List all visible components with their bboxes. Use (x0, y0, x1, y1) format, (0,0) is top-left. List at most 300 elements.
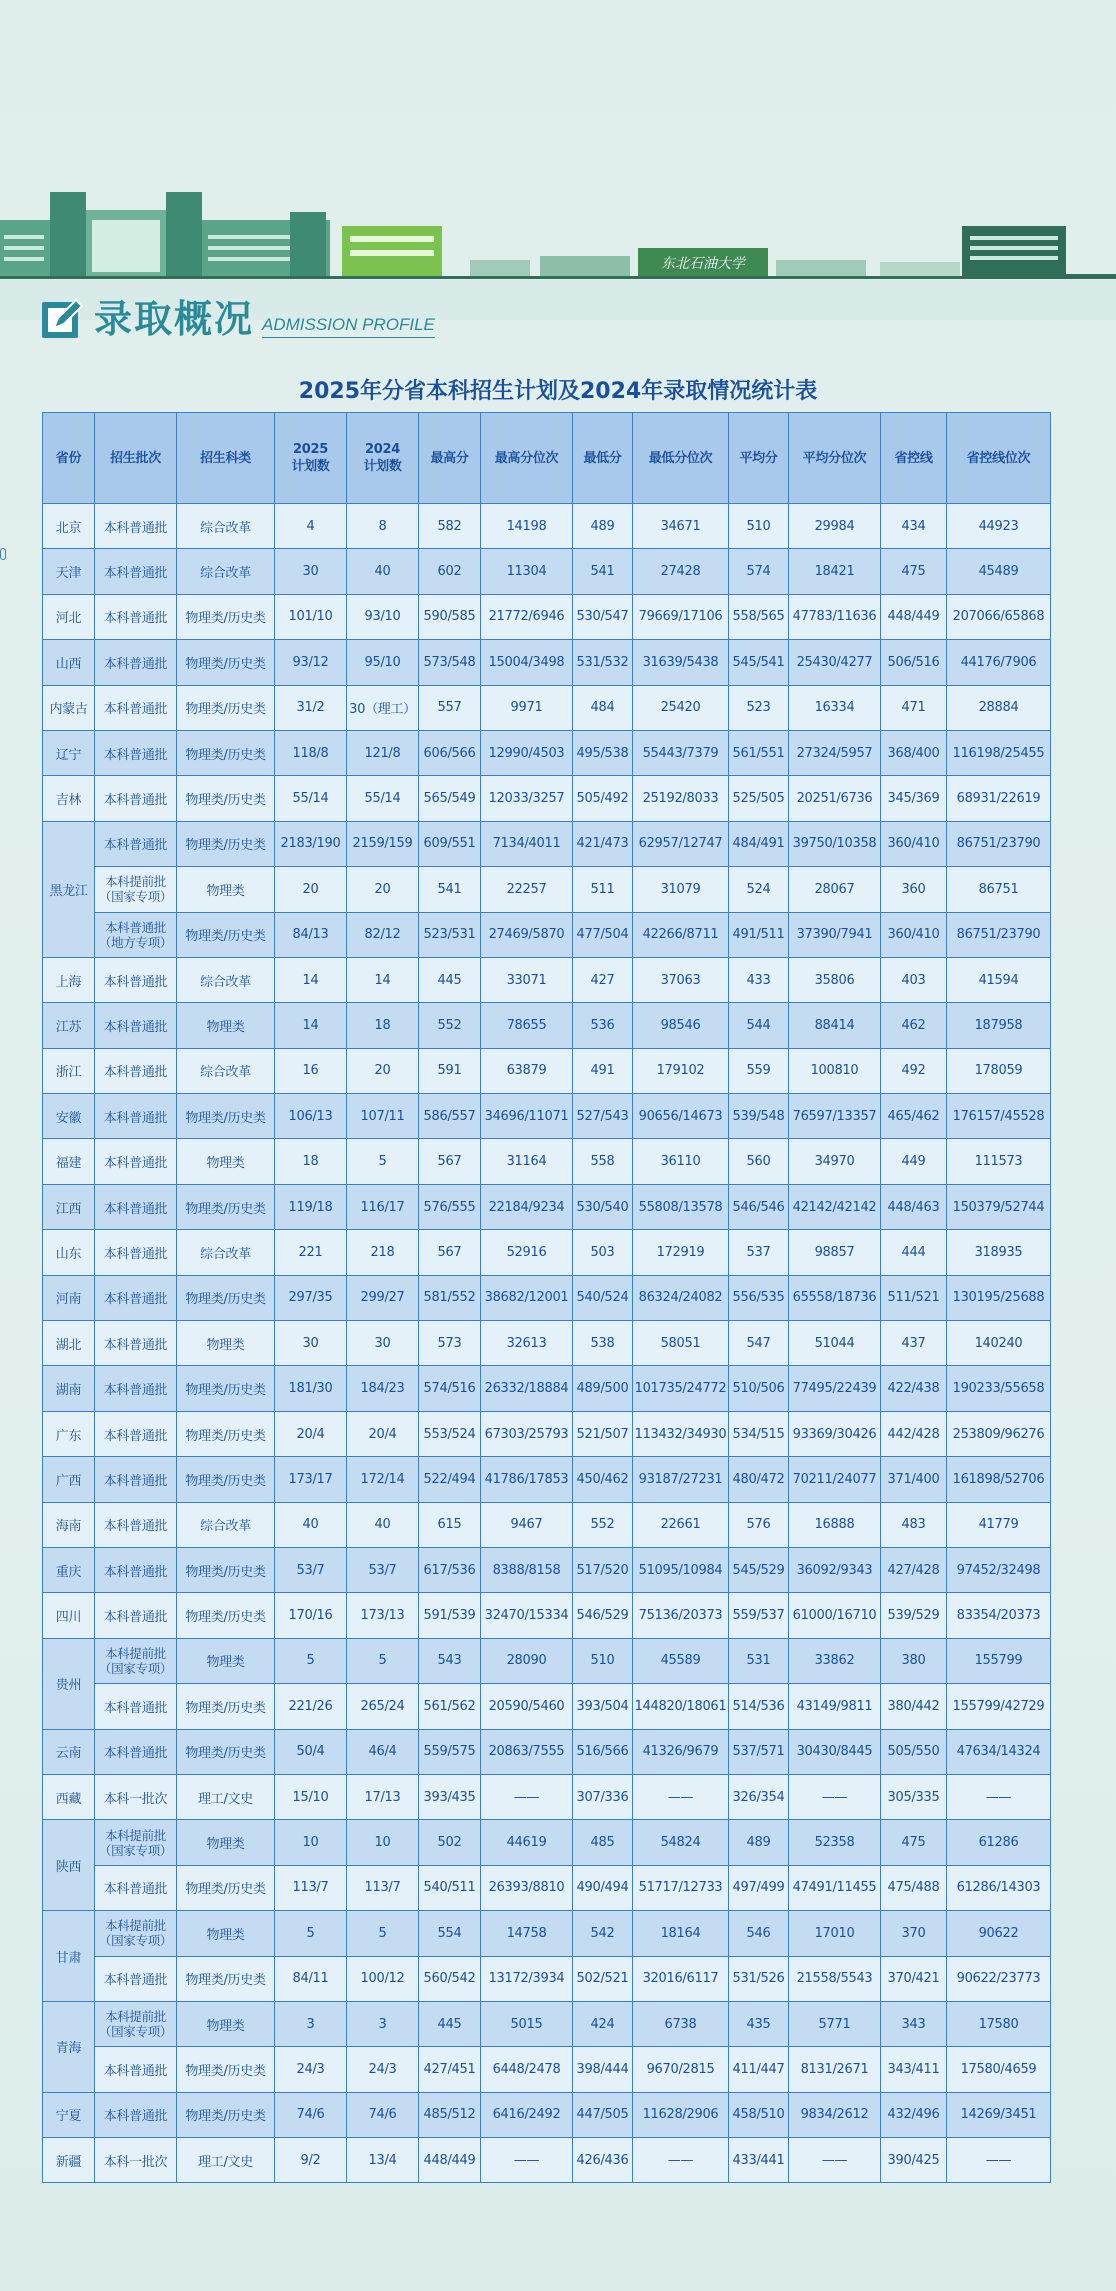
batch-cell: 本科提前批 （国家专项） (95, 1638, 177, 1683)
avg-rank-cell: 76597/13357 (789, 1094, 881, 1139)
min-rank-cell: 41326/9679 (633, 1729, 729, 1774)
province-cell: 黑龙江 (43, 821, 95, 957)
max-cell: 591 (419, 1048, 481, 1093)
table-row (43, 1729, 1051, 1774)
plan2025-cell: 170/16 (275, 1593, 347, 1638)
col-header: 招生批次 (95, 413, 177, 504)
plan2024-cell: 17/13 (347, 1774, 419, 1819)
avg-cell: 491/511 (729, 912, 789, 957)
batch-cell: 本科普通批 (95, 1366, 177, 1411)
min-cell: 527/543 (573, 1094, 633, 1139)
category-cell: 综合改革 (177, 957, 275, 1002)
max-cell: 557 (419, 685, 481, 730)
table-row (43, 504, 1051, 549)
batch-cell: 本科提前批 （国家专项） (95, 2001, 177, 2046)
col-header: 2025 计划数 (275, 413, 347, 504)
plan2025-cell: 181/30 (275, 1366, 347, 1411)
max-rank-cell: 20863/7555 (481, 1729, 573, 1774)
line-cell: 511/521 (881, 1275, 947, 1320)
min-cell: 552 (573, 1502, 633, 1547)
table-row (43, 1457, 1051, 1502)
max-rank-cell: 38682/12001 (481, 1275, 573, 1320)
min-cell: 426/436 (573, 2138, 633, 2183)
min-cell: 424 (573, 2001, 633, 2046)
min-rank-cell: 55808/13578 (633, 1184, 729, 1229)
max-rank-cell: —— (481, 1774, 573, 1819)
avg-cell: 547 (729, 1321, 789, 1366)
max-cell: 541 (419, 867, 481, 912)
table-row (43, 1547, 1051, 1592)
line-cell: 305/335 (881, 1774, 947, 1819)
line-rank-cell: 68931/22619 (947, 776, 1051, 821)
max-rank-cell: 67303/25793 (481, 1411, 573, 1456)
avg-rank-cell: 88414 (789, 1003, 881, 1048)
avg-cell: 489 (729, 1820, 789, 1865)
line-rank-cell: 61286 (947, 1820, 1051, 1865)
plan2024-cell: 5 (347, 1638, 419, 1683)
batch-cell: 本科普通批 (95, 1684, 177, 1729)
table-row (43, 1774, 1051, 1819)
category-cell: 理工/文史 (177, 2138, 275, 2183)
avg-rank-cell: 70211/24077 (789, 1457, 881, 1502)
avg-rank-cell: 47783/11636 (789, 594, 881, 639)
min-cell: 542 (573, 1911, 633, 1956)
min-rank-cell: 6738 (633, 2001, 729, 2046)
min-cell: 510 (573, 1638, 633, 1683)
avg-rank-cell: 37390/7941 (789, 912, 881, 957)
batch-cell: 本科提前批 （国家专项） (95, 1911, 177, 1956)
avg-cell: 510/506 (729, 1366, 789, 1411)
plan2025-cell: 5 (275, 1911, 347, 1956)
min-rank-cell: —— (633, 1774, 729, 1819)
avg-rank-cell: 28067 (789, 867, 881, 912)
min-rank-cell: 45589 (633, 1638, 729, 1683)
max-cell: 393/435 (419, 1774, 481, 1819)
batch-cell: 本科普通批 (95, 1547, 177, 1592)
category-cell: 物理类/历史类 (177, 730, 275, 775)
line-rank-cell: 97452/32498 (947, 1547, 1051, 1592)
page-edge-mark (0, 548, 6, 560)
table-row (43, 1593, 1051, 1638)
avg-cell: 534/515 (729, 1411, 789, 1456)
plan2025-cell: 5 (275, 1638, 347, 1683)
min-cell: 427 (573, 957, 633, 1002)
avg-cell: 510 (729, 504, 789, 549)
province-cell: 贵州 (43, 1638, 95, 1729)
plan2024-cell: 82/12 (347, 912, 419, 957)
max-rank-cell: 27469/5870 (481, 912, 573, 957)
category-cell: 物理类 (177, 1638, 275, 1683)
batch-cell: 本科普通批 (95, 1048, 177, 1093)
max-cell: 553/524 (419, 1411, 481, 1456)
avg-rank-cell: 65558/18736 (789, 1275, 881, 1320)
table-row (43, 1502, 1051, 1547)
avg-cell: 525/505 (729, 776, 789, 821)
max-rank-cell: 12033/3257 (481, 776, 573, 821)
line-rank-cell: 150379/52744 (947, 1184, 1051, 1229)
plan2025-cell: 221 (275, 1230, 347, 1275)
batch-cell: 本科普通批 (95, 504, 177, 549)
batch-cell: 本科普通批 (95, 1139, 177, 1184)
province-cell: 云南 (43, 1729, 95, 1774)
max-cell: 609/551 (419, 821, 481, 866)
province-cell: 青海 (43, 2001, 95, 2092)
col-header: 最低分位次 (633, 413, 729, 504)
max-rank-cell: 11304 (481, 549, 573, 594)
min-cell: 516/566 (573, 1729, 633, 1774)
plan2025-cell: 50/4 (275, 1729, 347, 1774)
table-row (43, 957, 1051, 1002)
max-rank-cell: 14198 (481, 504, 573, 549)
line-rank-cell: 190233/55658 (947, 1366, 1051, 1411)
province-cell: 广东 (43, 1411, 95, 1456)
avg-rank-cell: 17010 (789, 1911, 881, 1956)
avg-rank-cell: 9834/2612 (789, 2092, 881, 2137)
max-rank-cell: 34696/11071 (481, 1094, 573, 1139)
line-rank-cell: 130195/25688 (947, 1275, 1051, 1320)
table-title: 2025年分省本科招生计划及2024年录取情况统计表 (298, 379, 818, 404)
table-row (43, 1230, 1051, 1275)
line-cell: 492 (881, 1048, 947, 1093)
table-row (43, 1411, 1051, 1456)
line-rank-cell: 86751 (947, 867, 1051, 912)
province-cell: 甘肃 (43, 1911, 95, 2002)
col-header: 招生科类 (177, 413, 275, 504)
category-cell: 综合改革 (177, 504, 275, 549)
avg-rank-cell: 21558/5543 (789, 1956, 881, 2001)
min-rank-cell: 36110 (633, 1139, 729, 1184)
table-row (43, 1366, 1051, 1411)
category-cell: 物理类/历史类 (177, 1457, 275, 1502)
avg-cell: 559/537 (729, 1593, 789, 1638)
avg-cell: 544 (729, 1003, 789, 1048)
plan2024-cell: 265/24 (347, 1684, 419, 1729)
batch-cell: 本科普通批 (95, 821, 177, 866)
line-rank-cell: 155799 (947, 1638, 1051, 1683)
max-rank-cell: 44619 (481, 1820, 573, 1865)
table-row (43, 2047, 1051, 2092)
table-row (43, 776, 1051, 821)
province-cell: 辽宁 (43, 730, 95, 775)
min-cell: 502/521 (573, 1956, 633, 2001)
avg-rank-cell: 33862 (789, 1638, 881, 1683)
min-rank-cell: 51095/10984 (633, 1547, 729, 1592)
avg-rank-cell: 16888 (789, 1502, 881, 1547)
plan2024-cell: 14 (347, 957, 419, 1002)
max-cell: 559/575 (419, 1729, 481, 1774)
category-cell: 物理类/历史类 (177, 1184, 275, 1229)
table-row (43, 2001, 1051, 2046)
plan2024-cell: 100/12 (347, 1956, 419, 2001)
line-rank-cell: 44923 (947, 504, 1051, 549)
max-rank-cell: 7134/4011 (481, 821, 573, 866)
plan2025-cell: 4 (275, 504, 347, 549)
max-rank-cell: 22257 (481, 867, 573, 912)
max-cell: 565/549 (419, 776, 481, 821)
category-cell: 物理类/历史类 (177, 1547, 275, 1592)
max-rank-cell: 32470/15334 (481, 1593, 573, 1638)
avg-rank-cell: 30430/8445 (789, 1729, 881, 1774)
avg-cell: 559 (729, 1048, 789, 1093)
max-cell: 427/451 (419, 2047, 481, 2092)
min-cell: 447/505 (573, 2092, 633, 2137)
min-rank-cell: 27428 (633, 549, 729, 594)
plan2024-cell: 18 (347, 1003, 419, 1048)
min-cell: 505/492 (573, 776, 633, 821)
line-cell: 442/428 (881, 1411, 947, 1456)
max-rank-cell: 78655 (481, 1003, 573, 1048)
category-cell: 综合改革 (177, 1502, 275, 1547)
line-cell: 448/449 (881, 594, 947, 639)
plan2025-cell: 15/10 (275, 1774, 347, 1819)
avg-cell: 433/441 (729, 2138, 789, 2183)
table-row (43, 2138, 1051, 2183)
line-rank-cell: 161898/52706 (947, 1457, 1051, 1502)
line-cell: 483 (881, 1502, 947, 1547)
province-cell: 海南 (43, 1502, 95, 1547)
line-rank-cell: 176157/45528 (947, 1094, 1051, 1139)
max-cell: 581/552 (419, 1275, 481, 1320)
table-row (43, 867, 1051, 912)
min-rank-cell: 55443/7379 (633, 730, 729, 775)
min-cell: 503 (573, 1230, 633, 1275)
line-rank-cell: 14269/3451 (947, 2092, 1051, 2137)
max-rank-cell: 6448/2478 (481, 2047, 573, 2092)
min-cell: 517/520 (573, 1547, 633, 1592)
avg-cell: 433 (729, 957, 789, 1002)
min-rank-cell: 11628/2906 (633, 2092, 729, 2137)
plan2024-cell: 30（理工） (347, 685, 419, 730)
line-rank-cell: 111573 (947, 1139, 1051, 1184)
avg-cell: 497/499 (729, 1865, 789, 1910)
line-cell: 360/410 (881, 912, 947, 957)
province-cell: 陕西 (43, 1820, 95, 1911)
province-cell: 新疆 (43, 2138, 95, 2183)
table-row (43, 1911, 1051, 1956)
max-cell: 574/516 (419, 1366, 481, 1411)
line-rank-cell: 90622 (947, 1911, 1051, 1956)
line-cell: 506/516 (881, 640, 947, 685)
category-cell: 综合改革 (177, 1048, 275, 1093)
batch-cell: 本科普通批 (95, 594, 177, 639)
province-cell: 河北 (43, 594, 95, 639)
avg-cell: 545/541 (729, 640, 789, 685)
avg-rank-cell: 34970 (789, 1139, 881, 1184)
province-cell: 安徽 (43, 1094, 95, 1139)
table-row (43, 1139, 1051, 1184)
max-cell: 552 (419, 1003, 481, 1048)
min-rank-cell: 58051 (633, 1321, 729, 1366)
plan2025-cell: 221/26 (275, 1684, 347, 1729)
section-title-cn: 录取概况 (94, 296, 255, 341)
admission-statistics-table (42, 412, 1051, 2183)
batch-cell: 本科普通批 (95, 1411, 177, 1456)
batch-cell: 本科普通批 (95, 1094, 177, 1139)
line-cell: 343 (881, 2001, 947, 2046)
max-rank-cell: 8388/8158 (481, 1547, 573, 1592)
plan2025-cell: 30 (275, 549, 347, 594)
col-header: 2024 计划数 (347, 413, 419, 504)
max-rank-cell: —— (481, 2138, 573, 2183)
avg-cell: 435 (729, 2001, 789, 2046)
max-rank-cell: 63879 (481, 1048, 573, 1093)
plan2024-cell: 172/14 (347, 1457, 419, 1502)
table-row (43, 1684, 1051, 1729)
line-rank-cell: 187958 (947, 1003, 1051, 1048)
plan2025-cell: 3 (275, 2001, 347, 2046)
plan2025-cell: 18 (275, 1139, 347, 1184)
category-cell: 物理类/历史类 (177, 2047, 275, 2092)
edit-pencil-icon (40, 296, 86, 342)
min-cell: 521/507 (573, 1411, 633, 1456)
plan2025-cell: 10 (275, 1820, 347, 1865)
plan2025-cell: 2183/190 (275, 821, 347, 866)
avg-rank-cell: 16334 (789, 685, 881, 730)
plan2024-cell: 121/8 (347, 730, 419, 775)
line-cell: 380 (881, 1638, 947, 1683)
min-rank-cell: —— (633, 2138, 729, 2183)
batch-cell: 本科普通批 (95, 1956, 177, 2001)
line-rank-cell: 47634/14324 (947, 1729, 1051, 1774)
plan2024-cell: 20 (347, 1048, 419, 1093)
min-rank-cell: 31639/5438 (633, 640, 729, 685)
category-cell: 物理类/历史类 (177, 1094, 275, 1139)
line-cell: 444 (881, 1230, 947, 1275)
category-cell: 物理类/历史类 (177, 594, 275, 639)
max-cell: 561/562 (419, 1684, 481, 1729)
max-cell: 523/531 (419, 912, 481, 957)
batch-cell: 本科普通批 (95, 640, 177, 685)
col-header: 省控线 (881, 413, 947, 504)
plan2024-cell: 40 (347, 1502, 419, 1547)
table-row (43, 912, 1051, 957)
avg-rank-cell: 100810 (789, 1048, 881, 1093)
line-cell: 434 (881, 504, 947, 549)
avg-cell: 531 (729, 1638, 789, 1683)
province-cell: 河南 (43, 1275, 95, 1320)
line-rank-cell: 28884 (947, 685, 1051, 730)
max-cell: 586/557 (419, 1094, 481, 1139)
plan2025-cell: 118/8 (275, 730, 347, 775)
line-cell: 475/488 (881, 1865, 947, 1910)
avg-cell: 531/526 (729, 1956, 789, 2001)
min-cell: 307/336 (573, 1774, 633, 1819)
plan2024-cell: 116/17 (347, 1184, 419, 1229)
line-rank-cell: 41594 (947, 957, 1051, 1002)
min-rank-cell: 22661 (633, 1502, 729, 1547)
max-rank-cell: 28090 (481, 1638, 573, 1683)
table-row (43, 1275, 1051, 1320)
max-cell: 554 (419, 1911, 481, 1956)
max-cell: 590/585 (419, 594, 481, 639)
category-cell: 物理类/历史类 (177, 1684, 275, 1729)
table-row (43, 1956, 1051, 2001)
max-rank-cell: 32613 (481, 1321, 573, 1366)
min-rank-cell: 25192/8033 (633, 776, 729, 821)
plan2024-cell: 40 (347, 549, 419, 594)
table-row (43, 685, 1051, 730)
max-rank-cell: 26332/18884 (481, 1366, 573, 1411)
avg-rank-cell: 51044 (789, 1321, 881, 1366)
avg-rank-cell: 27324/5957 (789, 730, 881, 775)
plan2025-cell: 93/12 (275, 640, 347, 685)
min-rank-cell: 75136/20373 (633, 1593, 729, 1638)
max-rank-cell: 15004/3498 (481, 640, 573, 685)
avg-rank-cell: 20251/6736 (789, 776, 881, 821)
line-rank-cell: 90622/23773 (947, 1956, 1051, 2001)
avg-rank-cell: 29984 (789, 504, 881, 549)
category-cell: 物理类/历史类 (177, 776, 275, 821)
batch-cell: 本科一批次 (95, 2138, 177, 2183)
batch-cell: 本科提前批 （国家专项） (95, 1820, 177, 1865)
avg-rank-cell: —— (789, 1774, 881, 1819)
line-rank-cell: 45489 (947, 549, 1051, 594)
batch-cell: 本科普通批 (95, 2092, 177, 2137)
min-cell: 536 (573, 1003, 633, 1048)
plan2025-cell: 31/2 (275, 685, 347, 730)
plan2025-cell: 84/13 (275, 912, 347, 957)
min-cell: 490/494 (573, 1865, 633, 1910)
avg-rank-cell: 52358 (789, 1820, 881, 1865)
table-row (43, 1638, 1051, 1683)
avg-rank-cell: 36092/9343 (789, 1547, 881, 1592)
plan2025-cell: 40 (275, 1502, 347, 1547)
line-cell: 505/550 (881, 1729, 947, 1774)
plan2024-cell: 53/7 (347, 1547, 419, 1592)
category-cell: 物理类 (177, 2001, 275, 2046)
max-cell: 615 (419, 1502, 481, 1547)
min-cell: 530/540 (573, 1184, 633, 1229)
batch-cell: 本科普通批 (95, 776, 177, 821)
avg-cell: 480/472 (729, 1457, 789, 1502)
table-row (43, 1003, 1051, 1048)
table-row (43, 1865, 1051, 1910)
category-cell: 物理类/历史类 (177, 821, 275, 866)
line-cell: 448/463 (881, 1184, 947, 1229)
category-cell: 物理类/历史类 (177, 1865, 275, 1910)
avg-cell: 560 (729, 1139, 789, 1184)
plan2025-cell: 30 (275, 1321, 347, 1366)
plan2024-cell: 30 (347, 1321, 419, 1366)
max-cell: 602 (419, 549, 481, 594)
max-cell: 582 (419, 504, 481, 549)
plan2024-cell: 95/10 (347, 640, 419, 685)
avg-rank-cell: 35806 (789, 957, 881, 1002)
avg-cell: 514/536 (729, 1684, 789, 1729)
max-cell: 522/494 (419, 1457, 481, 1502)
max-rank-cell: 41786/17853 (481, 1457, 573, 1502)
max-cell: 617/536 (419, 1547, 481, 1592)
plan2024-cell: 20 (347, 867, 419, 912)
min-rank-cell: 101735/24772 (633, 1366, 729, 1411)
plan2025-cell: 113/7 (275, 1865, 347, 1910)
plan2024-cell: 299/27 (347, 1275, 419, 1320)
batch-cell: 本科普通批 (95, 1865, 177, 1910)
plan2025-cell: 297/35 (275, 1275, 347, 1320)
avg-cell: 326/354 (729, 1774, 789, 1819)
line-rank-cell: 17580 (947, 2001, 1051, 2046)
avg-cell: 411/447 (729, 2047, 789, 2092)
max-cell: 445 (419, 957, 481, 1002)
batch-cell: 本科普通批 (95, 730, 177, 775)
col-header: 省控线位次 (947, 413, 1051, 504)
plan2024-cell: 24/3 (347, 2047, 419, 2092)
province-cell: 上海 (43, 957, 95, 1002)
province-cell: 重庆 (43, 1547, 95, 1592)
province-cell: 浙江 (43, 1048, 95, 1093)
max-cell: 567 (419, 1139, 481, 1184)
plan2025-cell: 20/4 (275, 1411, 347, 1456)
